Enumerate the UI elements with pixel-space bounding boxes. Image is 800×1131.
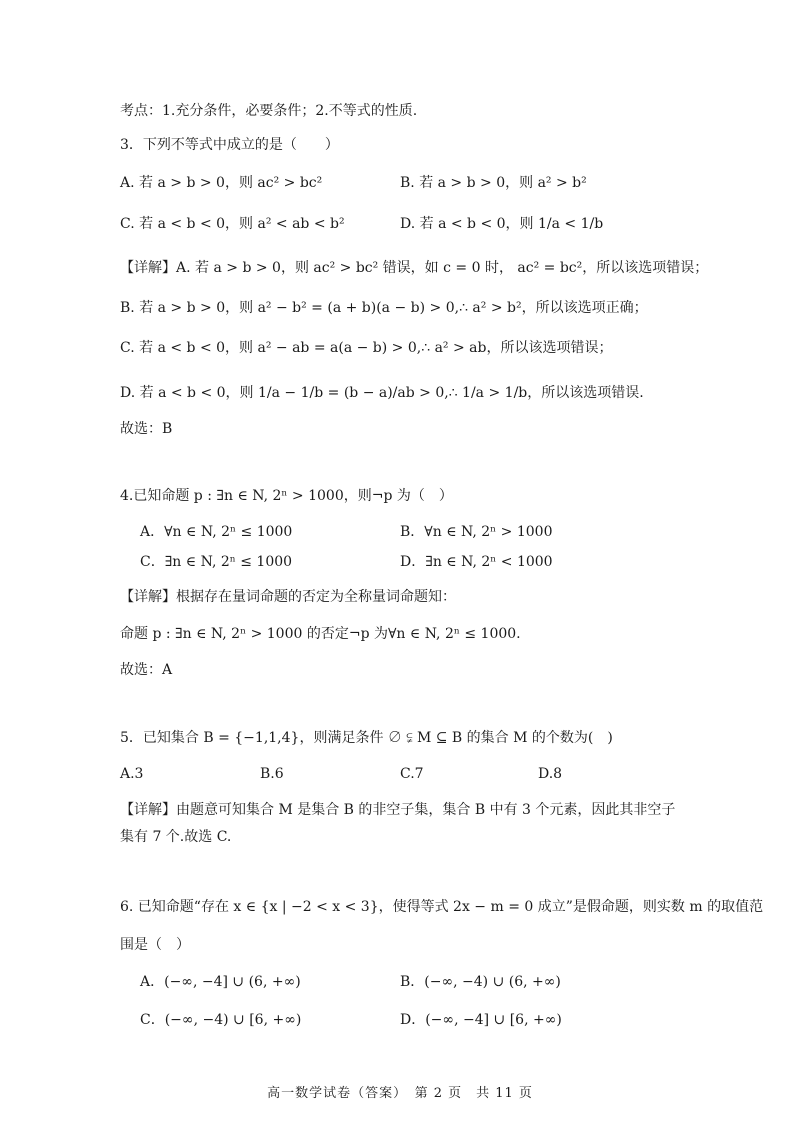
q5-option-b: B.6 — [260, 766, 284, 782]
q4-option-b: B．∀n ∈ N, 2ⁿ > 1000 — [400, 524, 553, 540]
q5-stem: 5．已知集合 B = {−1,1,4}，则满足条件 ∅ ⫋ M ⊆ B 的集合 M 的个数为( ) — [120, 730, 613, 746]
q4-detail-1: 【详解】根据存在量词命题的否定为全称量词命题知： — [120, 589, 456, 605]
q6-option-d: D．(−∞, −4] ∪ [6, +∞) — [400, 1012, 562, 1028]
q3-detail-a: 【详解】A. 若 a > b > 0，则 ac² > bc² 错误，如 c = 0 时， ac² = bc²，所以该选项错误； — [120, 260, 709, 276]
page-footer: 高一数学试卷（答案） 第 2 页 共 11 页 — [267, 1086, 533, 1101]
q4-option-a: A．∀n ∈ N, 2ⁿ ≤ 1000 — [140, 524, 293, 540]
q4-detail-2: 命题 p : ∃n ∈ N, 2ⁿ > 1000 的否定¬p 为∀n ∈ N, 2ⁿ ≤ 1000. — [120, 626, 521, 642]
q5-option-d: D.8 — [538, 766, 563, 782]
q6-option-c: C．(−∞, −4) ∪ [6, +∞) — [140, 1012, 302, 1028]
q4-option-c: C．∃n ∈ N, 2ⁿ ≤ 1000 — [140, 554, 293, 570]
q5-detail-1: 【详解】由题意可知集合 M 是集合 B 的非空子集，集合 B 中有 3 个元素，因此其非空子 — [120, 802, 676, 818]
q5-detail-2: 集有 7 个.故选 C. — [120, 829, 232, 845]
q4-stem: 4.已知命题 p : ∃n ∈ N, 2ⁿ > 1000，则¬p 为（ ） — [120, 488, 453, 504]
q3-detail-d: D. 若 a < b < 0，则 1/a − 1/b = (b − a)/ab > 0,∴ 1/a > 1/b，所以该选项错误. — [120, 385, 644, 401]
q3-detail-c: C. 若 a < b < 0，则 a² − ab = a(a − b) > 0,∴ a² > ab，所以该选项错误； — [120, 340, 613, 356]
exam-point-line: 考点：1.充分条件，必要条件；2.不等式的性质. — [120, 103, 418, 119]
q3-option-a: A. 若 a > b > 0，则 ac² > bc² — [120, 175, 323, 191]
q5-option-a: A.3 — [120, 766, 144, 782]
q5-option-c: C.7 — [400, 766, 424, 782]
q6-option-a: A．(−∞, −4] ∪ (6, +∞) — [140, 974, 301, 990]
q4-answer: 故选：A — [120, 662, 173, 678]
q3-option-b: B. 若 a > b > 0，则 a² > b² — [400, 175, 587, 191]
q3-answer: 故选：B — [120, 421, 173, 437]
q3-option-d: D. 若 a < b < 0，则 1/a < 1/b — [400, 216, 604, 232]
q3-option-c: C. 若 a < b < 0，则 a² < ab < b² — [120, 216, 345, 232]
q3-stem: 3．下列不等式中成立的是（ ） — [120, 137, 339, 153]
q6-stem-line-2: 围是（ ） — [120, 937, 190, 953]
q6-stem-line-1: 6. 已知命题“存在 x ∈ {x | −2 < x < 3}，使得等式 2x − m = 0 成立”是假命题，则实数 m 的取值范 — [120, 899, 764, 915]
q6-option-b: B．(−∞, −4) ∪ (6, +∞) — [400, 974, 561, 990]
q3-detail-b: B. 若 a > b > 0，则 a² − b² = (a + b)(a − b) > 0,∴ a² > b²，所以该选项正确； — [120, 300, 648, 316]
q4-option-d: D．∃n ∈ N, 2ⁿ < 1000 — [400, 554, 553, 570]
